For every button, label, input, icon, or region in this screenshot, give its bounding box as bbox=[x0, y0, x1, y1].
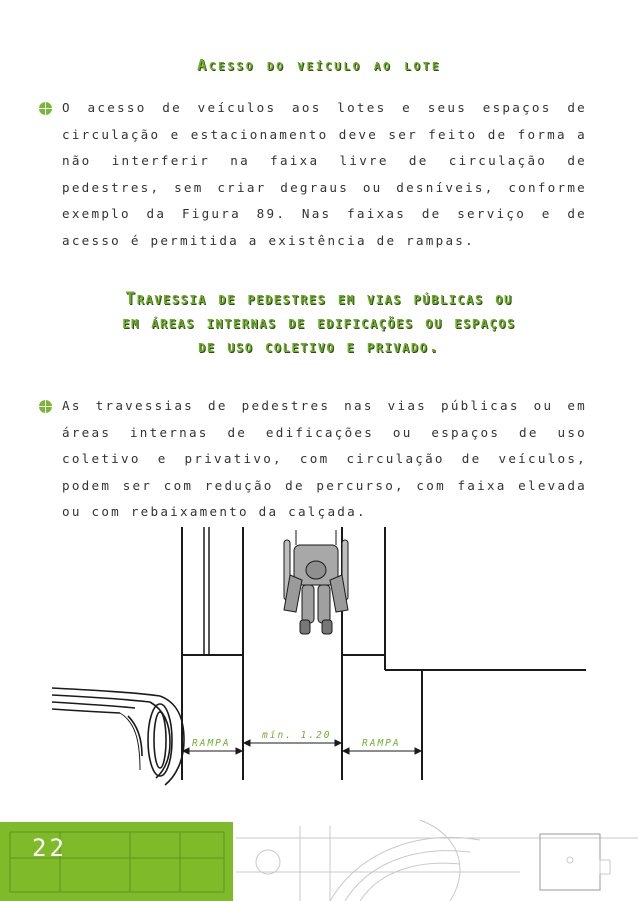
section-title-line: Travessia de pedestres em vias públicas ou bbox=[125, 289, 513, 308]
section-title-line: em áreas internas de edificações ou espaços bbox=[122, 313, 516, 332]
arrow-icon bbox=[236, 748, 242, 754]
label-rampa-left: RAMPA bbox=[192, 738, 231, 749]
paragraph-pedestrian-crossing: As travessias de pedestres nas vias públicas ou em áreas internas de edificações ou espaços de uso coletivo e privativo, com circulação de veículos, podem ser com redução de percurso, com faixa elevada ou com rebaixamento da calçada. bbox=[62, 398, 587, 520]
car-icon bbox=[52, 688, 184, 785]
section-title-vehicle-access: Acesso do veículo ao lote bbox=[196, 56, 442, 74]
page-number: 22 bbox=[32, 834, 67, 862]
arrow-icon bbox=[335, 740, 341, 746]
label-min-width: mín. 1.20 bbox=[262, 730, 332, 741]
arrow-icon bbox=[244, 740, 250, 746]
section-title-line: de uso coletivo e privado. bbox=[198, 337, 440, 356]
label-rampa-right: RAMPA bbox=[362, 738, 401, 749]
arrow-icon bbox=[343, 748, 349, 754]
paragraph-vehicle-access: O acesso de veículos aos lotes e seus espaços de circulação e estacionamento deve ser feito de forma a não interferir na faixa livre de circulação de pedestres, sem criar degraus ou desníveis, conforme exemplo da Figura 89. Nas faixas de serviço e de acesso é permitida a existência de rampas. bbox=[62, 100, 587, 248]
arrow-icon bbox=[415, 748, 421, 754]
footer-blueprint-decoration bbox=[234, 820, 638, 901]
wheelchair-user-icon bbox=[284, 530, 348, 634]
